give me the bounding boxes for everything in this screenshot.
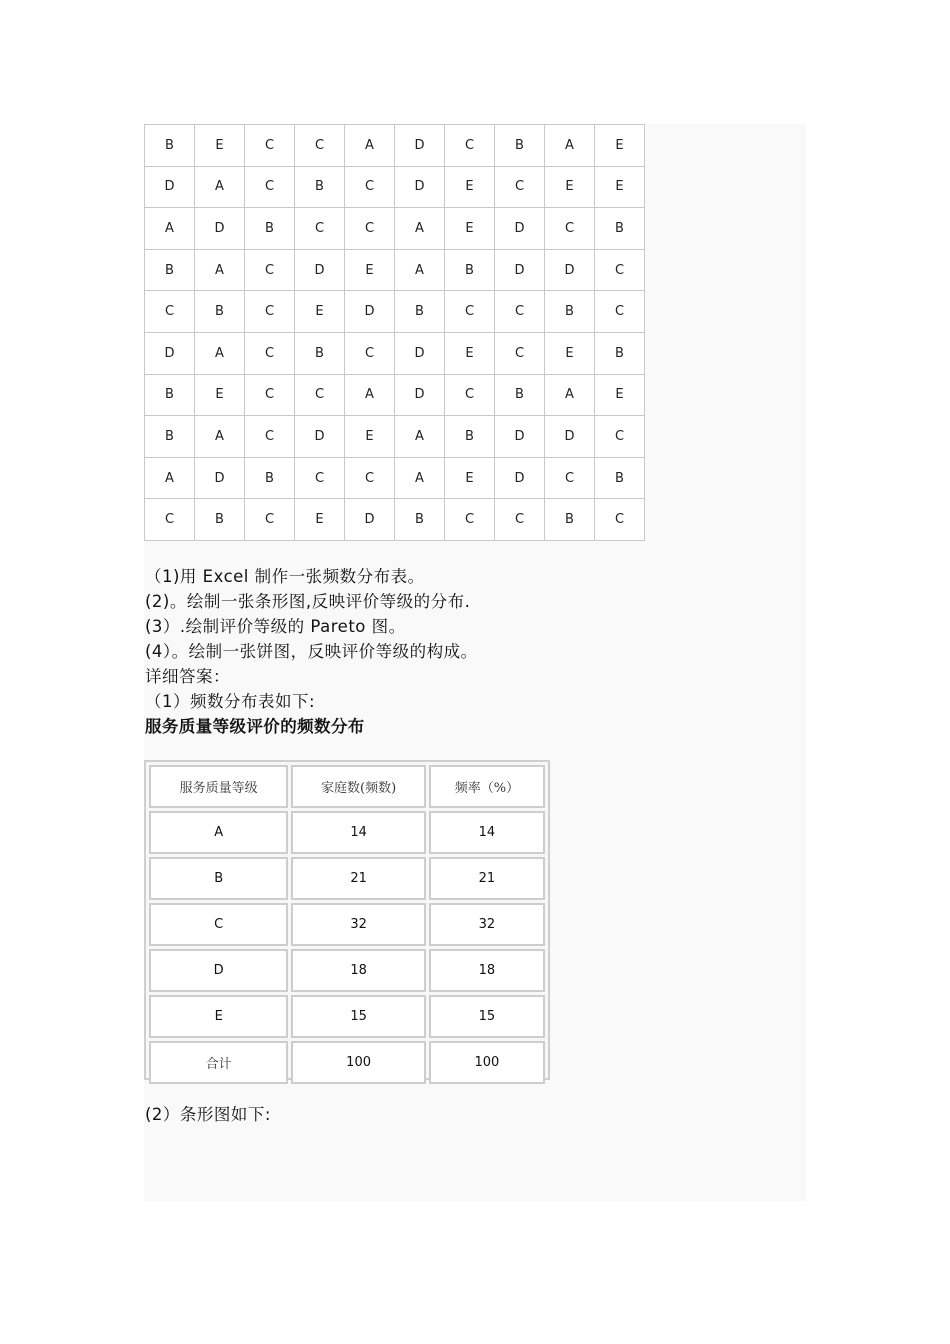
- grid-cell: E: [595, 125, 645, 167]
- grid-cell: B: [295, 332, 345, 374]
- grid-cell: E: [545, 332, 595, 374]
- grid-cell: C: [495, 291, 545, 333]
- grid-cell: B: [145, 249, 195, 291]
- table-row: [149, 811, 545, 854]
- grid-cell: D: [345, 499, 395, 541]
- grid-cell: C: [295, 125, 345, 167]
- grid-cell: A: [345, 374, 395, 416]
- grid-cell: C: [295, 208, 345, 250]
- grid-cell: B: [245, 208, 295, 250]
- grid-cell: E: [345, 249, 395, 291]
- grid-cell: B: [195, 499, 245, 541]
- grid-cell: E: [295, 291, 345, 333]
- grid-cell: B: [545, 499, 595, 541]
- grid-cell: D: [495, 208, 545, 250]
- grid-row: [145, 499, 645, 541]
- grid-cell: B: [395, 291, 445, 333]
- grid-cell: C: [245, 374, 295, 416]
- grid-cell: C: [245, 249, 295, 291]
- percent-cell: 18: [429, 949, 545, 992]
- grid-cell: E: [445, 457, 495, 499]
- grid-cell: C: [245, 125, 295, 167]
- grid-cell: A: [195, 416, 245, 458]
- grid-cell: A: [395, 416, 445, 458]
- grid-cell: D: [545, 249, 595, 291]
- total-count-cell: 100: [291, 1041, 425, 1084]
- grid-cell: D: [395, 374, 445, 416]
- grid-cell: B: [395, 499, 445, 541]
- count-cell: 15: [291, 995, 425, 1038]
- question-2: (2)。绘制一张条形图,反映评价等级的分布.: [145, 592, 471, 611]
- grid-cell: B: [495, 125, 545, 167]
- grid-cell: A: [145, 208, 195, 250]
- grid-cell: C: [595, 291, 645, 333]
- grade-cell: E: [149, 995, 288, 1038]
- grid-cell: D: [395, 166, 445, 208]
- grid-cell: C: [445, 291, 495, 333]
- grid-cell: E: [595, 166, 645, 208]
- rating-data-grid: [144, 124, 645, 541]
- grid-cell: E: [445, 166, 495, 208]
- table-header-row: [149, 765, 545, 808]
- grade-cell: D: [149, 949, 288, 992]
- grid-cell: C: [445, 125, 495, 167]
- grid-cell: D: [395, 332, 445, 374]
- grid-row: [145, 416, 645, 458]
- total-label-cell: 合计: [149, 1041, 288, 1084]
- grid-cell: D: [195, 457, 245, 499]
- count-cell: 32: [291, 903, 425, 946]
- grid-cell: D: [495, 416, 545, 458]
- table-row: [149, 857, 545, 900]
- grid-cell: D: [495, 249, 545, 291]
- grid-cell: D: [545, 416, 595, 458]
- grade-cell: A: [149, 811, 288, 854]
- header-grade: 服务质量等级: [149, 765, 288, 808]
- table-row: [149, 995, 545, 1038]
- grid-cell: C: [245, 332, 295, 374]
- grid-row: [145, 125, 645, 167]
- grid-cell: A: [395, 208, 445, 250]
- question-block: [145, 564, 785, 739]
- grid-cell: D: [145, 166, 195, 208]
- question-3: (3）.绘制评价等级的 Pareto 图。: [145, 617, 406, 636]
- grid-cell: A: [545, 374, 595, 416]
- grid-cell: C: [595, 416, 645, 458]
- grid-cell: B: [445, 249, 495, 291]
- count-cell: 18: [291, 949, 425, 992]
- count-cell: 14: [291, 811, 425, 854]
- frequency-table: [146, 762, 548, 1087]
- grid-cell: A: [195, 332, 245, 374]
- grid-cell: B: [145, 125, 195, 167]
- grid-cell: D: [145, 332, 195, 374]
- grid-cell: C: [245, 166, 295, 208]
- grid-cell: C: [495, 332, 545, 374]
- header-households: 家庭数(频数): [291, 765, 425, 808]
- grid-cell: B: [595, 332, 645, 374]
- grid-cell: E: [195, 125, 245, 167]
- grid-cell: A: [195, 166, 245, 208]
- grid-cell: B: [195, 291, 245, 333]
- grid-row: [145, 249, 645, 291]
- grid-cell: B: [545, 291, 595, 333]
- grid-cell: E: [445, 208, 495, 250]
- grid-cell: E: [195, 374, 245, 416]
- answer-1: （1）频数分布表如下:: [145, 692, 316, 711]
- grid-cell: C: [245, 416, 295, 458]
- grid-cell: C: [495, 166, 545, 208]
- grid-row: [145, 291, 645, 333]
- grid-cell: C: [345, 457, 395, 499]
- grid-cell: D: [195, 208, 245, 250]
- question-1: （1)用 Excel 制作一张频数分布表。: [145, 567, 425, 586]
- table-row: [149, 949, 545, 992]
- grid-row: [145, 457, 645, 499]
- grid-cell: C: [595, 249, 645, 291]
- grid-cell: C: [245, 499, 295, 541]
- percent-cell: 21: [429, 857, 545, 900]
- grade-cell: B: [149, 857, 288, 900]
- grid-cell: E: [345, 416, 395, 458]
- grid-cell: E: [295, 499, 345, 541]
- grid-cell: D: [295, 416, 345, 458]
- table-row: [149, 903, 545, 946]
- grid-cell: A: [195, 249, 245, 291]
- grid-cell: D: [395, 125, 445, 167]
- grid-cell: A: [395, 249, 445, 291]
- grid-row: [145, 166, 645, 208]
- grid-cell: C: [245, 291, 295, 333]
- grid-cell: C: [295, 457, 345, 499]
- grid-cell: B: [595, 208, 645, 250]
- grid-cell: B: [495, 374, 545, 416]
- question-4: (4）。绘制一张饼图，反映评价等级的构成。: [145, 642, 478, 661]
- header-frequency: 频率（%）: [429, 765, 545, 808]
- frequency-table-frame: [144, 760, 550, 1080]
- grid-cell: D: [495, 457, 545, 499]
- grid-cell: A: [145, 457, 195, 499]
- grid-cell: C: [345, 166, 395, 208]
- grid-row: [145, 332, 645, 374]
- grid-cell: A: [345, 125, 395, 167]
- grid-row: [145, 208, 645, 250]
- grid-cell: D: [295, 249, 345, 291]
- grid-cell: B: [145, 416, 195, 458]
- table-total-row: [149, 1041, 545, 1084]
- grid-cell: B: [295, 166, 345, 208]
- grid-cell: B: [445, 416, 495, 458]
- grid-cell: B: [595, 457, 645, 499]
- grid-cell: C: [345, 208, 395, 250]
- grid-cell: C: [595, 499, 645, 541]
- table-title: 服务质量等级评价的频数分布: [145, 717, 365, 736]
- grid-cell: C: [495, 499, 545, 541]
- grid-cell: D: [345, 291, 395, 333]
- total-percent-cell: 100: [429, 1041, 545, 1084]
- grid-cell: A: [395, 457, 445, 499]
- grid-row: [145, 374, 645, 416]
- grid-cell: C: [545, 208, 595, 250]
- grid-cell: B: [245, 457, 295, 499]
- grid-cell: E: [445, 332, 495, 374]
- grid-cell: B: [145, 374, 195, 416]
- grid-cell: C: [145, 499, 195, 541]
- percent-cell: 32: [429, 903, 545, 946]
- count-cell: 21: [291, 857, 425, 900]
- grid-cell: E: [595, 374, 645, 416]
- grid-cell: E: [545, 166, 595, 208]
- percent-cell: 14: [429, 811, 545, 854]
- grid-cell: C: [445, 374, 495, 416]
- grade-cell: C: [149, 903, 288, 946]
- answer-2: (2）条形图如下:: [145, 1105, 271, 1124]
- grid-cell: A: [545, 125, 595, 167]
- grid-cell: C: [295, 374, 345, 416]
- answer-label: 详细答案：: [145, 667, 230, 686]
- grid-cell: C: [345, 332, 395, 374]
- grid-cell: C: [145, 291, 195, 333]
- grid-cell: C: [545, 457, 595, 499]
- grid-cell: C: [445, 499, 495, 541]
- percent-cell: 15: [429, 995, 545, 1038]
